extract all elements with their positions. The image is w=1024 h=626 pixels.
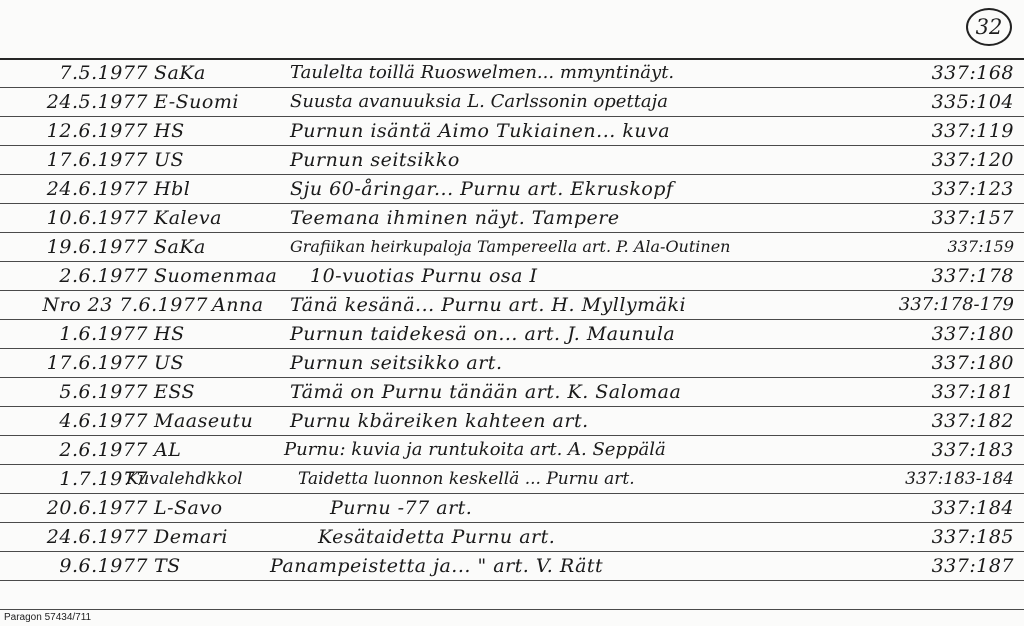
entry-source: US	[154, 352, 185, 374]
entry-description: Taulelta toillä Ruoswelmen... mmyntinäyt.	[290, 62, 675, 83]
entry-description: 10-vuotias Purnu osa I	[310, 265, 538, 287]
entry-source: HS	[154, 323, 185, 345]
entry-row	[0, 551, 1024, 580]
entry-row	[0, 319, 1024, 348]
entry-ref: 337:185	[931, 526, 1014, 548]
entry-ref: 337:181	[931, 381, 1014, 403]
entry-row	[0, 493, 1024, 522]
entry-date: 24.6.1977	[46, 178, 148, 200]
row-rule	[0, 377, 1024, 378]
entry-date: 24.5.1977	[46, 91, 148, 113]
entry-row	[0, 261, 1024, 290]
entry-date: 1.6.1977	[59, 323, 148, 345]
page-number: 32	[966, 8, 1012, 46]
entry-date: 2.6.1977	[59, 439, 148, 461]
entry-ref: 337:182	[931, 410, 1014, 432]
row-rule	[0, 551, 1024, 552]
entry-row	[0, 406, 1024, 435]
entry-description: Sju 60-åringar... Purnu art. Ekruskopf	[290, 178, 674, 200]
row-rule	[0, 580, 1024, 581]
entry-row	[0, 174, 1024, 203]
entry-date: 17.6.1977	[46, 149, 148, 171]
row-rule	[0, 290, 1024, 291]
entry-source: E-Suomi	[154, 91, 239, 113]
entry-date: 9.6.1977	[59, 555, 148, 577]
row-rule	[0, 116, 1024, 117]
entry-row	[0, 377, 1024, 406]
entry-source: SaKa	[154, 62, 206, 84]
entry-source: Demari	[154, 526, 228, 548]
entry-row	[0, 58, 1024, 87]
row-rule	[0, 232, 1024, 233]
entry-ref: 337:178-179	[898, 294, 1014, 315]
entry-ref: 337:183	[931, 439, 1014, 461]
entry-row	[0, 522, 1024, 551]
row-rule	[0, 145, 1024, 146]
entry-description: Tämä on Purnu tänään art. K. Salomaa	[290, 381, 682, 403]
entry-ref: 337:120	[931, 149, 1014, 171]
entry-date: 20.6.1977	[46, 497, 148, 519]
entry-ref: 337:123	[931, 178, 1014, 200]
entry-description: Suusta avanuuksia L. Carlssonin opettaja	[290, 91, 668, 112]
row-rule	[0, 203, 1024, 204]
entry-description: Purnu: kuvia ja runtukoita art. A. Seppälä	[284, 439, 666, 460]
row-rule	[0, 406, 1024, 407]
entry-description: Kesätaidetta Purnu art.	[318, 526, 556, 548]
entry-ref: 337:180	[931, 352, 1014, 374]
entry-date: 4.6.1977	[59, 410, 148, 432]
entry-source: L-Savo	[154, 497, 223, 519]
entry-description: Tänä kesänä... Purnu art. H. Myllymäki	[290, 294, 687, 316]
entry-ref: 337:184	[931, 497, 1014, 519]
row-rule	[0, 522, 1024, 523]
entry-source: Anna	[212, 294, 264, 316]
entry-ref: 337:183-184	[905, 469, 1014, 489]
row-rule	[0, 174, 1024, 175]
entry-source: Hbl	[154, 178, 191, 200]
entry-source: Suomenmaa	[154, 265, 278, 287]
entry-source: TS	[154, 555, 181, 577]
entry-row	[0, 87, 1024, 116]
row-rule	[0, 348, 1024, 349]
printer-imprint: Paragon 57434/711	[4, 612, 92, 623]
entry-date: 24.6.1977	[46, 526, 148, 548]
entry-row	[0, 232, 1024, 261]
entry-description: Teemana ihminen näyt. Tampere	[290, 207, 620, 229]
entry-source: HS	[154, 120, 185, 142]
entry-source: Kaleva	[154, 207, 222, 229]
entry-row	[0, 203, 1024, 232]
entry-description: Panampeistetta ja... " art. V. Rätt	[270, 555, 604, 577]
entry-date: 7.5.1977	[59, 62, 148, 84]
entry-row	[0, 145, 1024, 174]
row-rule	[0, 609, 1024, 610]
entry-date: 19.6.1977	[46, 236, 148, 258]
entry-description: Purnun seitsikko art.	[290, 352, 503, 374]
entry-source: Kuvalehdkkol	[126, 469, 243, 489]
entry-row	[0, 290, 1024, 319]
row-rule	[0, 87, 1024, 88]
row-rule	[0, 493, 1024, 494]
entry-source: Maaseutu	[154, 410, 254, 432]
entry-date: Nro 23 7.6.1977	[42, 294, 208, 316]
entry-ref: 337:168	[931, 62, 1014, 84]
row-rule	[0, 261, 1024, 262]
entry-description: Grafiikan heirkupaloja Tampereella art. P. Ala-Outinen	[290, 237, 731, 256]
entry-ref: 337:178	[931, 265, 1014, 287]
row-rule	[0, 464, 1024, 465]
entry-source: ESS	[154, 381, 196, 403]
entry-source: US	[154, 149, 185, 171]
entry-ref: 337:180	[931, 323, 1014, 345]
entry-description: Taidetta luonnon keskellä ... Purnu art.	[298, 469, 635, 489]
entry-ref: 335:104	[931, 91, 1014, 113]
entry-source: SaKa	[154, 236, 206, 258]
entry-date: 12.6.1977	[46, 120, 148, 142]
entry-date: 5.6.1977	[59, 381, 148, 403]
entry-description: Purnun seitsikko	[290, 149, 460, 171]
entry-row	[0, 116, 1024, 145]
entry-description: Purnun isäntä Aimo Tukiainen... kuva	[290, 120, 671, 142]
row-rule	[0, 319, 1024, 320]
entry-description: Purnu -77 art.	[330, 497, 473, 519]
row-rule	[0, 435, 1024, 436]
entry-ref: 337:157	[931, 207, 1014, 229]
entry-row	[0, 435, 1024, 464]
entry-date: 2.6.1977	[59, 265, 148, 287]
entry-ref: 337:159	[947, 237, 1014, 256]
entry-date: 10.6.1977	[46, 207, 148, 229]
entry-source: AL	[154, 439, 182, 461]
entry-date: 1.7.1977	[59, 468, 148, 490]
entry-date: 17.6.1977	[46, 352, 148, 374]
entry-row	[0, 348, 1024, 377]
entry-row	[0, 464, 1024, 493]
entry-description: Purnun taidekesä on... art. J. Maunula	[290, 323, 676, 345]
entry-ref: 337:187	[931, 555, 1014, 577]
entry-description: Purnu kbäreiken kahteen art.	[290, 410, 589, 432]
entry-ref: 337:119	[931, 120, 1014, 142]
